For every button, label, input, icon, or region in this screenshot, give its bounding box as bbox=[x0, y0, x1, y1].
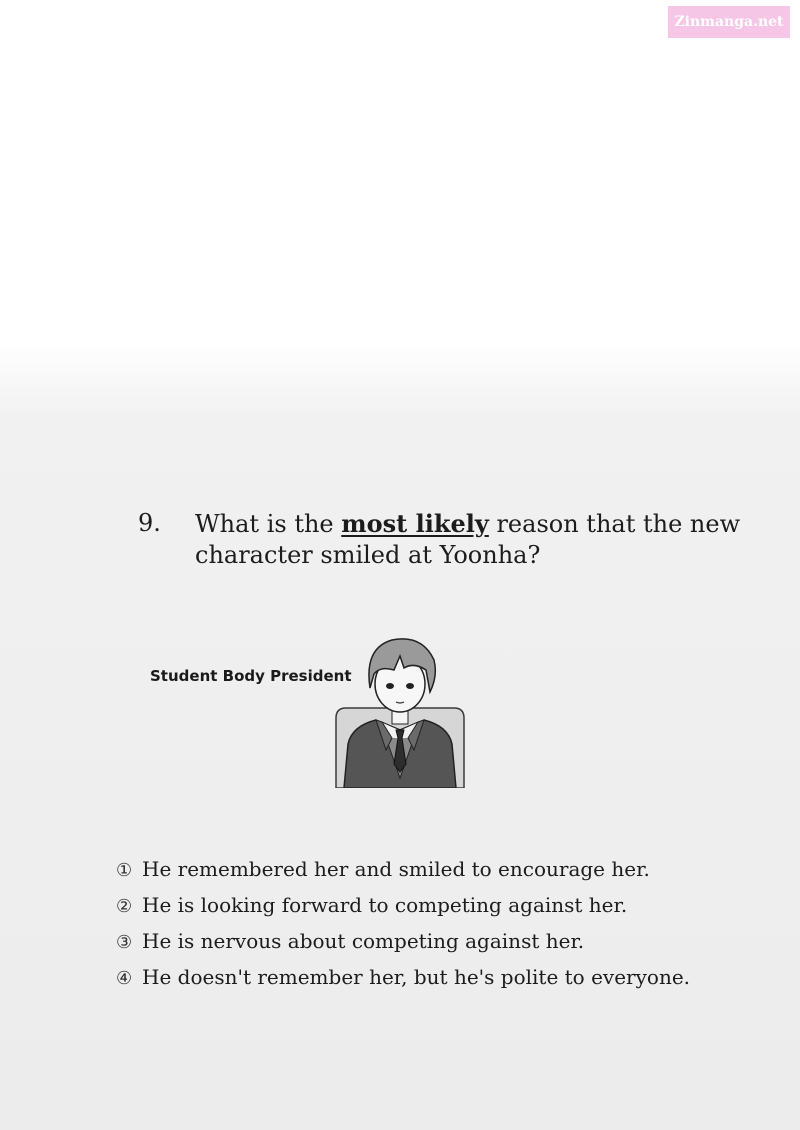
answer-option[interactable] bbox=[116, 924, 776, 960]
watermark-text: Zinmanga.net bbox=[674, 14, 784, 30]
question-text-before: What is the bbox=[195, 510, 342, 538]
option-marker: ① bbox=[116, 860, 133, 881]
question-emphasis: most likely bbox=[341, 509, 489, 538]
answer-option[interactable] bbox=[116, 888, 776, 924]
student-body-president-illustration bbox=[330, 626, 470, 788]
option-text: He is nervous about competing against her. bbox=[142, 929, 585, 953]
character-role-label: Student Body President bbox=[150, 667, 352, 685]
question-text bbox=[195, 508, 755, 571]
answer-option[interactable] bbox=[116, 960, 776, 996]
option-marker: ② bbox=[116, 896, 133, 917]
option-text: He remembered her and smiled to encourage her. bbox=[142, 857, 650, 881]
option-marker: ④ bbox=[116, 968, 133, 989]
question-number: 9. bbox=[138, 509, 161, 537]
answer-option[interactable] bbox=[116, 852, 776, 888]
option-marker: ③ bbox=[116, 932, 133, 953]
option-text: He doesn't remember her, but he's polite to everyone. bbox=[142, 965, 691, 989]
option-text: He is looking forward to competing against her. bbox=[142, 893, 628, 917]
watermark-badge bbox=[668, 6, 790, 38]
question-text-after: reason that the new character smiled at Yoonha? bbox=[195, 510, 741, 569]
answer-options bbox=[116, 852, 776, 996]
